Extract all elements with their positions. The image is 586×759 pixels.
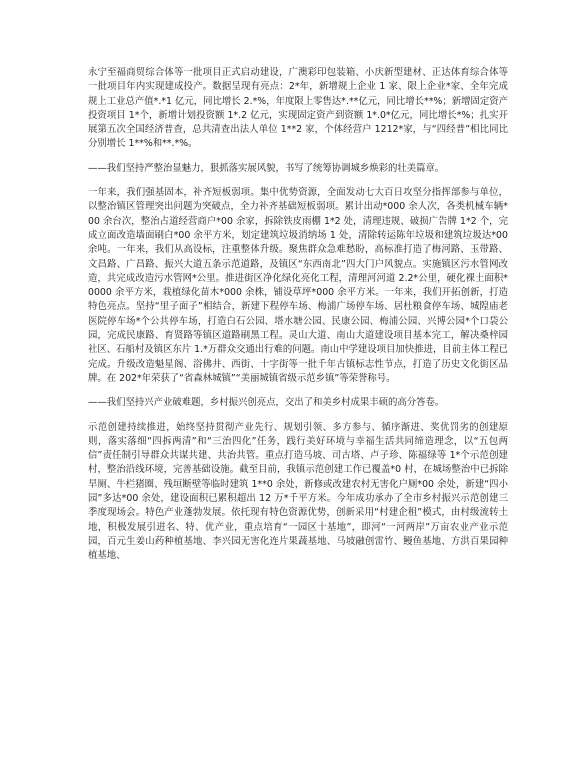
paragraph-economy: 永宁至福商贸综合体等一批项目正式启动建设，广澳彩印包装箱、小庆新型建材、正达体育综合体等一批项目年内实现建成投产。数据呈现有亮点：2*年，新增规上企业 1 家、限上企业*家、全年完成规上工业总产值*.*1 亿元，同比增长 2.*%，年度限上零售达*.**亿元，同比增长**%；新增固定资产投资项目 1*个，新增计划投资额 1*.2 亿元，实现固定资产到资额 1*.0*亿元，同比增长*%；扎实开展第五次全国经济普查，总共清查出法人单位 1**2 家，个体经营户 1212*家，与“四经普”相比同比分别增长 1**%和**.*%。 (88, 67, 508, 150)
document-body (88, 66, 508, 574)
paragraph-rural-revitalization: 示范创建持续推进，始终坚持贯彻产业先行、规划引领、多方参与、循序渐进、奖优罚劣的创建原则，落实落细“四拆两清”和“三治四化”任务，践行美好环境与幸福生活共同缔造理念，以“五包两信”责任制引导群众共谋共建、共治共管。重点打造马坡、司古塔、卢子珍、陈福绿等 1*个示范创建村，整治沿线环境，完善基础设施。截至目前，我镇示范创建工作已覆盖*0 村，在城场整治中已拆除旱厕、牛栏猪圈、残垣断壁等临时建筑 1**0 余处，新修或改建农村无害化户厕*00 余处，新建“四小园”多达*00 余处，建设面积已累积超出 12 万*千平方米。今年成功承办了全市乡村振兴示范创建三季度现场会。特色产业蓬勃发展。依托现有特色资源优势，创新采用“村建企租”模式，由村级流转土地，积极发展引进名、特、优产业，重点培育“一园区十基地”，即河“一河两岸”万亩农业产业示范园，百元生姜山药种植基地、李兴园无害化连片果蔬基地、马坡融创雷竹、鳗鱼基地、方洪百果园种植基地、 (88, 421, 508, 562)
paragraph-heading-rural: ——我们坚持兴产业破难题，乡村振兴创亮点，交出了和美乡村成果丰硕的高分答卷。 (88, 397, 445, 409)
paragraph-urban-improvement: 一年来，我们强基固本，补齐短板弱项。集中优势资源，全面发动七大百日攻坚分指挥部参与单位，以整治镇区管理突出问题为突破点，全力补齐基础短板弱项。累计出动*000 余人次，各类机械车辆*00 余台次，整治占道经营商户*00 余家，拆除铁皮雨棚 1*2 处，清理违规、破损广告牌 1*2 个，完成立面改造墙面刷白*00 余平方米，划定建筑垃圾消纳场 1 处，清除转运陈年垃圾和建筑垃圾达*00 余吨。一年来，我们从高设标，注重整体升级。聚焦群众急难愁盼，高标准打造了梅河路、玉带路、文昌路、广昌路、振兴大道五条示范道路，及镇区“东西南北”四大门户风貌点。实施镇区污水管网改造，共完成改造污水管网*公里。推进街区净化绿化亮化工程，清理河河道 2.2*公里，硬化裸土面积*0000 余平方米，栽植绿化苗木*000 余株，铺设草坪*000 余平方米。一年来，我们开拓创新，打造特色亮点。坚持“里子面子”相结合，新建下程停车场、梅浦广场停车场、居杜粮食停车场、城隍庙老医院停车场*个公共停车场，打造白石公园、塔水塘公园、民康公园、梅浦公园、兴博公园*个口袋公园，完成民康路、育贤路等镇区道路刷黑工程。灵山大道、南山大道建设项目基本完工，解决桑梓园社区、石船村及镇区东片 1.*万群众交通出行难的问题。南山中学建设项目加快推进，目前主体工程已完成。升级改造魁星阁、浴佛井、西街、十字街等一批千年古镇标志性节点，打造了历史文化街区品牌。在 202*年荣获了“省森林城镇”“美丽城镇省级示范乡镇”等荣誉称号。 (88, 187, 508, 384)
paragraph-heading-urban: ——我们坚持严整治显魅力，狠抓落实展风貌，书写了统筹协调城乡焕彩的壮美篇章。 (88, 162, 445, 174)
